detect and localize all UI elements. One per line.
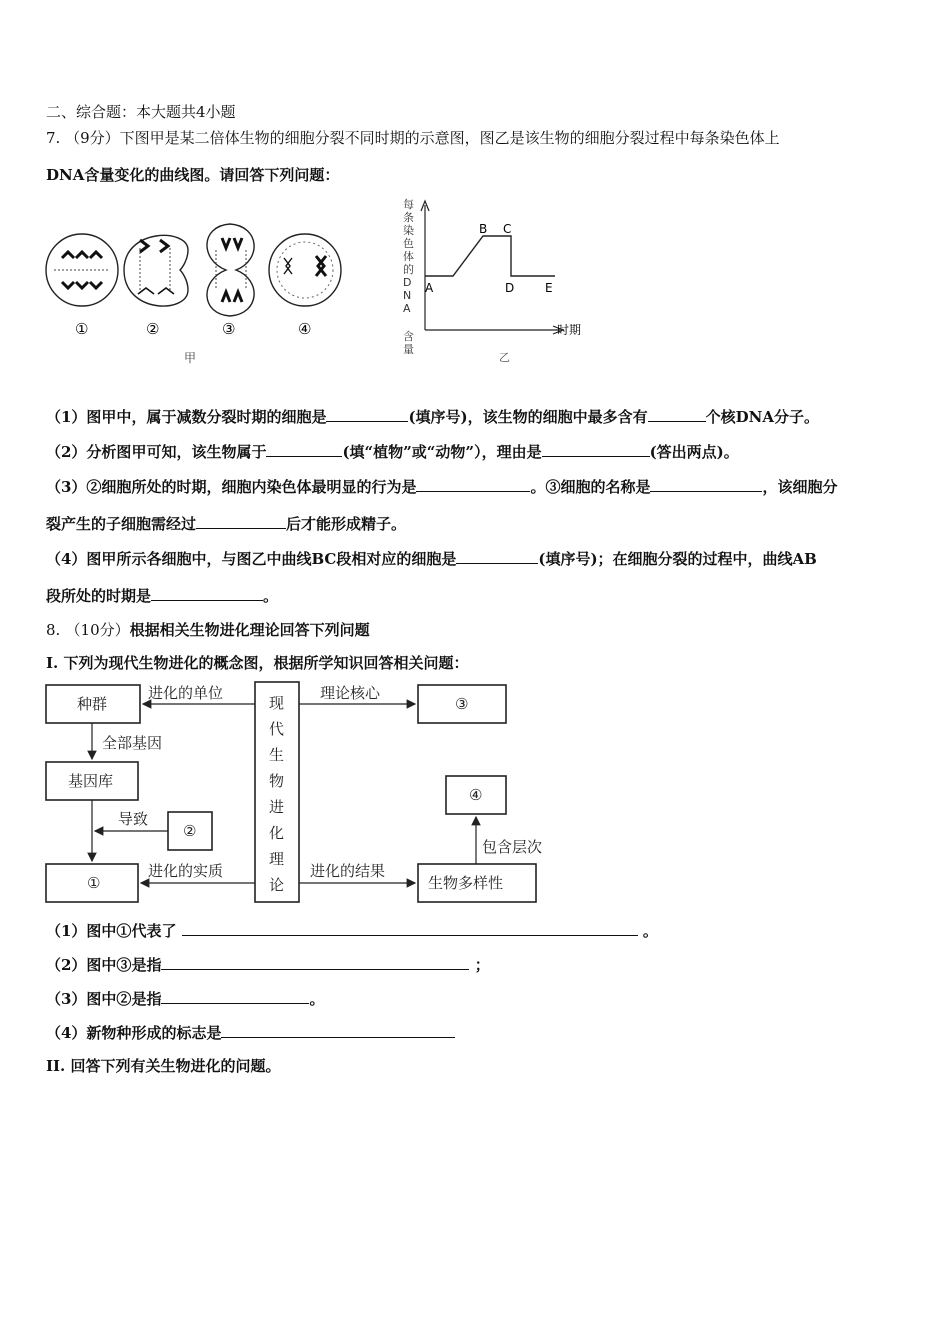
label-all-genes: 全部基因	[102, 734, 163, 752]
biodiversity-text: 生物多样性	[428, 874, 504, 892]
cell-label-1: ①	[75, 320, 89, 338]
box-3-text: ③	[455, 695, 469, 713]
svg-text:A: A	[403, 302, 411, 315]
svg-text:现: 现	[269, 694, 285, 712]
svg-text:代: 代	[269, 720, 285, 738]
q7-stem-line1: 7. （9分）下图甲是某二倍体生物的细胞分裂不同时期的示意图，图乙是该生物的细胞分裂过程中每条染色体上	[46, 129, 780, 147]
svg-text:N: N	[403, 289, 412, 302]
svg-text:论: 论	[269, 876, 285, 894]
point-label-c: C	[503, 222, 512, 236]
cell-label-4: ④	[298, 320, 312, 338]
cell-label-3: ③	[222, 320, 236, 338]
q8-part2-heading: II. 回答下列有关生物进化的问题。	[46, 1057, 281, 1075]
label-levels: 包含层次	[482, 838, 543, 856]
center-box	[255, 682, 299, 902]
q7-sub3-line2: 裂产生的子细胞需经过 后才能形成精子。	[46, 515, 407, 533]
figure-jia-caption: 甲	[184, 351, 197, 365]
q8-sub3: （3）图中②是指 。	[46, 990, 325, 1008]
q8-sub1: （1）图中①代表了 。	[46, 922, 658, 940]
q7-sub1: （1）图甲中，属于减数分裂时期的细胞是 (填序号)，该生物的细胞中最多含有 个核DNA分子。	[46, 408, 820, 426]
dna-curve	[425, 236, 555, 276]
point-label-d: D	[505, 281, 515, 295]
label-core: 理论核心	[320, 684, 381, 702]
point-label-a: A	[425, 281, 434, 295]
svg-text:的: 的	[403, 263, 414, 276]
q7-sub2: （2）分析图甲可知，该生物属于 (填“植物”或“动物”），理由是 (答出两点)。	[46, 443, 739, 461]
q7-stem-line2: DNA含量变化的曲线图。请回答下列问题：	[46, 166, 340, 184]
cell-4-diagram	[269, 234, 341, 306]
label-essence: 进化的实质	[148, 862, 224, 880]
figure-jia	[40, 210, 360, 370]
label-leads-to: 导致	[118, 810, 149, 828]
cell-3-diagram	[207, 224, 254, 316]
cell-label-2: ②	[146, 320, 160, 338]
center-box-text	[269, 694, 284, 894]
svg-text:理: 理	[269, 850, 285, 868]
q8-sub4: （4）新物种形成的标志是	[46, 1022, 455, 1043]
label-unit: 进化的单位	[148, 684, 224, 702]
svg-text:染: 染	[403, 224, 414, 237]
svg-text:含: 含	[403, 330, 414, 343]
population-text: 种群	[77, 695, 108, 713]
cell-2-diagram	[124, 235, 188, 306]
svg-text:色: 色	[403, 237, 414, 250]
box-1-text: ①	[87, 874, 101, 892]
x-axis-label: 时期	[557, 323, 582, 337]
figure-yi-caption: 乙	[499, 351, 510, 364]
point-label-b: B	[479, 222, 488, 236]
svg-text:化: 化	[269, 824, 285, 842]
q8-sub2: （2）图中③是指 ；	[46, 956, 490, 974]
q8-stem: 8. （10分）根据相关生物进化理论回答下列问题	[46, 621, 370, 639]
q7-sub4-line1: （4）图甲所示各细胞中，与图乙中曲线BC段相对应的细胞是 (填序号)；在细胞分裂的过程中，曲线AB	[46, 550, 817, 568]
y-axis-label	[403, 197, 414, 356]
svg-text:每: 每	[403, 198, 414, 211]
cell-1-diagram	[46, 234, 118, 306]
svg-text:物: 物	[269, 772, 285, 790]
svg-text:进: 进	[269, 798, 285, 816]
q7-sub3-line1: （3）②细胞所处的时期，细胞内染色体最明显的行为是 。③细胞的名称是 ，该细胞分	[46, 478, 838, 496]
label-result: 进化的结果	[310, 862, 386, 880]
q8-part1-heading: I. 下列为现代生物进化的概念图，根据所学知识回答相关问题：	[46, 654, 469, 672]
gene-pool-text: 基因库	[68, 772, 114, 790]
svg-text:量: 量	[403, 343, 414, 356]
point-label-e: E	[545, 281, 553, 295]
svg-text:D: D	[403, 276, 412, 289]
svg-text:条: 条	[403, 211, 414, 224]
concept-map	[40, 678, 560, 910]
svg-text:体: 体	[403, 250, 414, 263]
box-4-text: ④	[469, 786, 483, 804]
section-title: 二、综合题：本大题共4小题	[46, 103, 236, 121]
svg-text:生: 生	[269, 746, 285, 764]
figure-yi	[395, 195, 595, 367]
q7-sub4-line2: 段所处的时期是 。	[46, 587, 279, 605]
box-2-text: ②	[183, 822, 197, 840]
